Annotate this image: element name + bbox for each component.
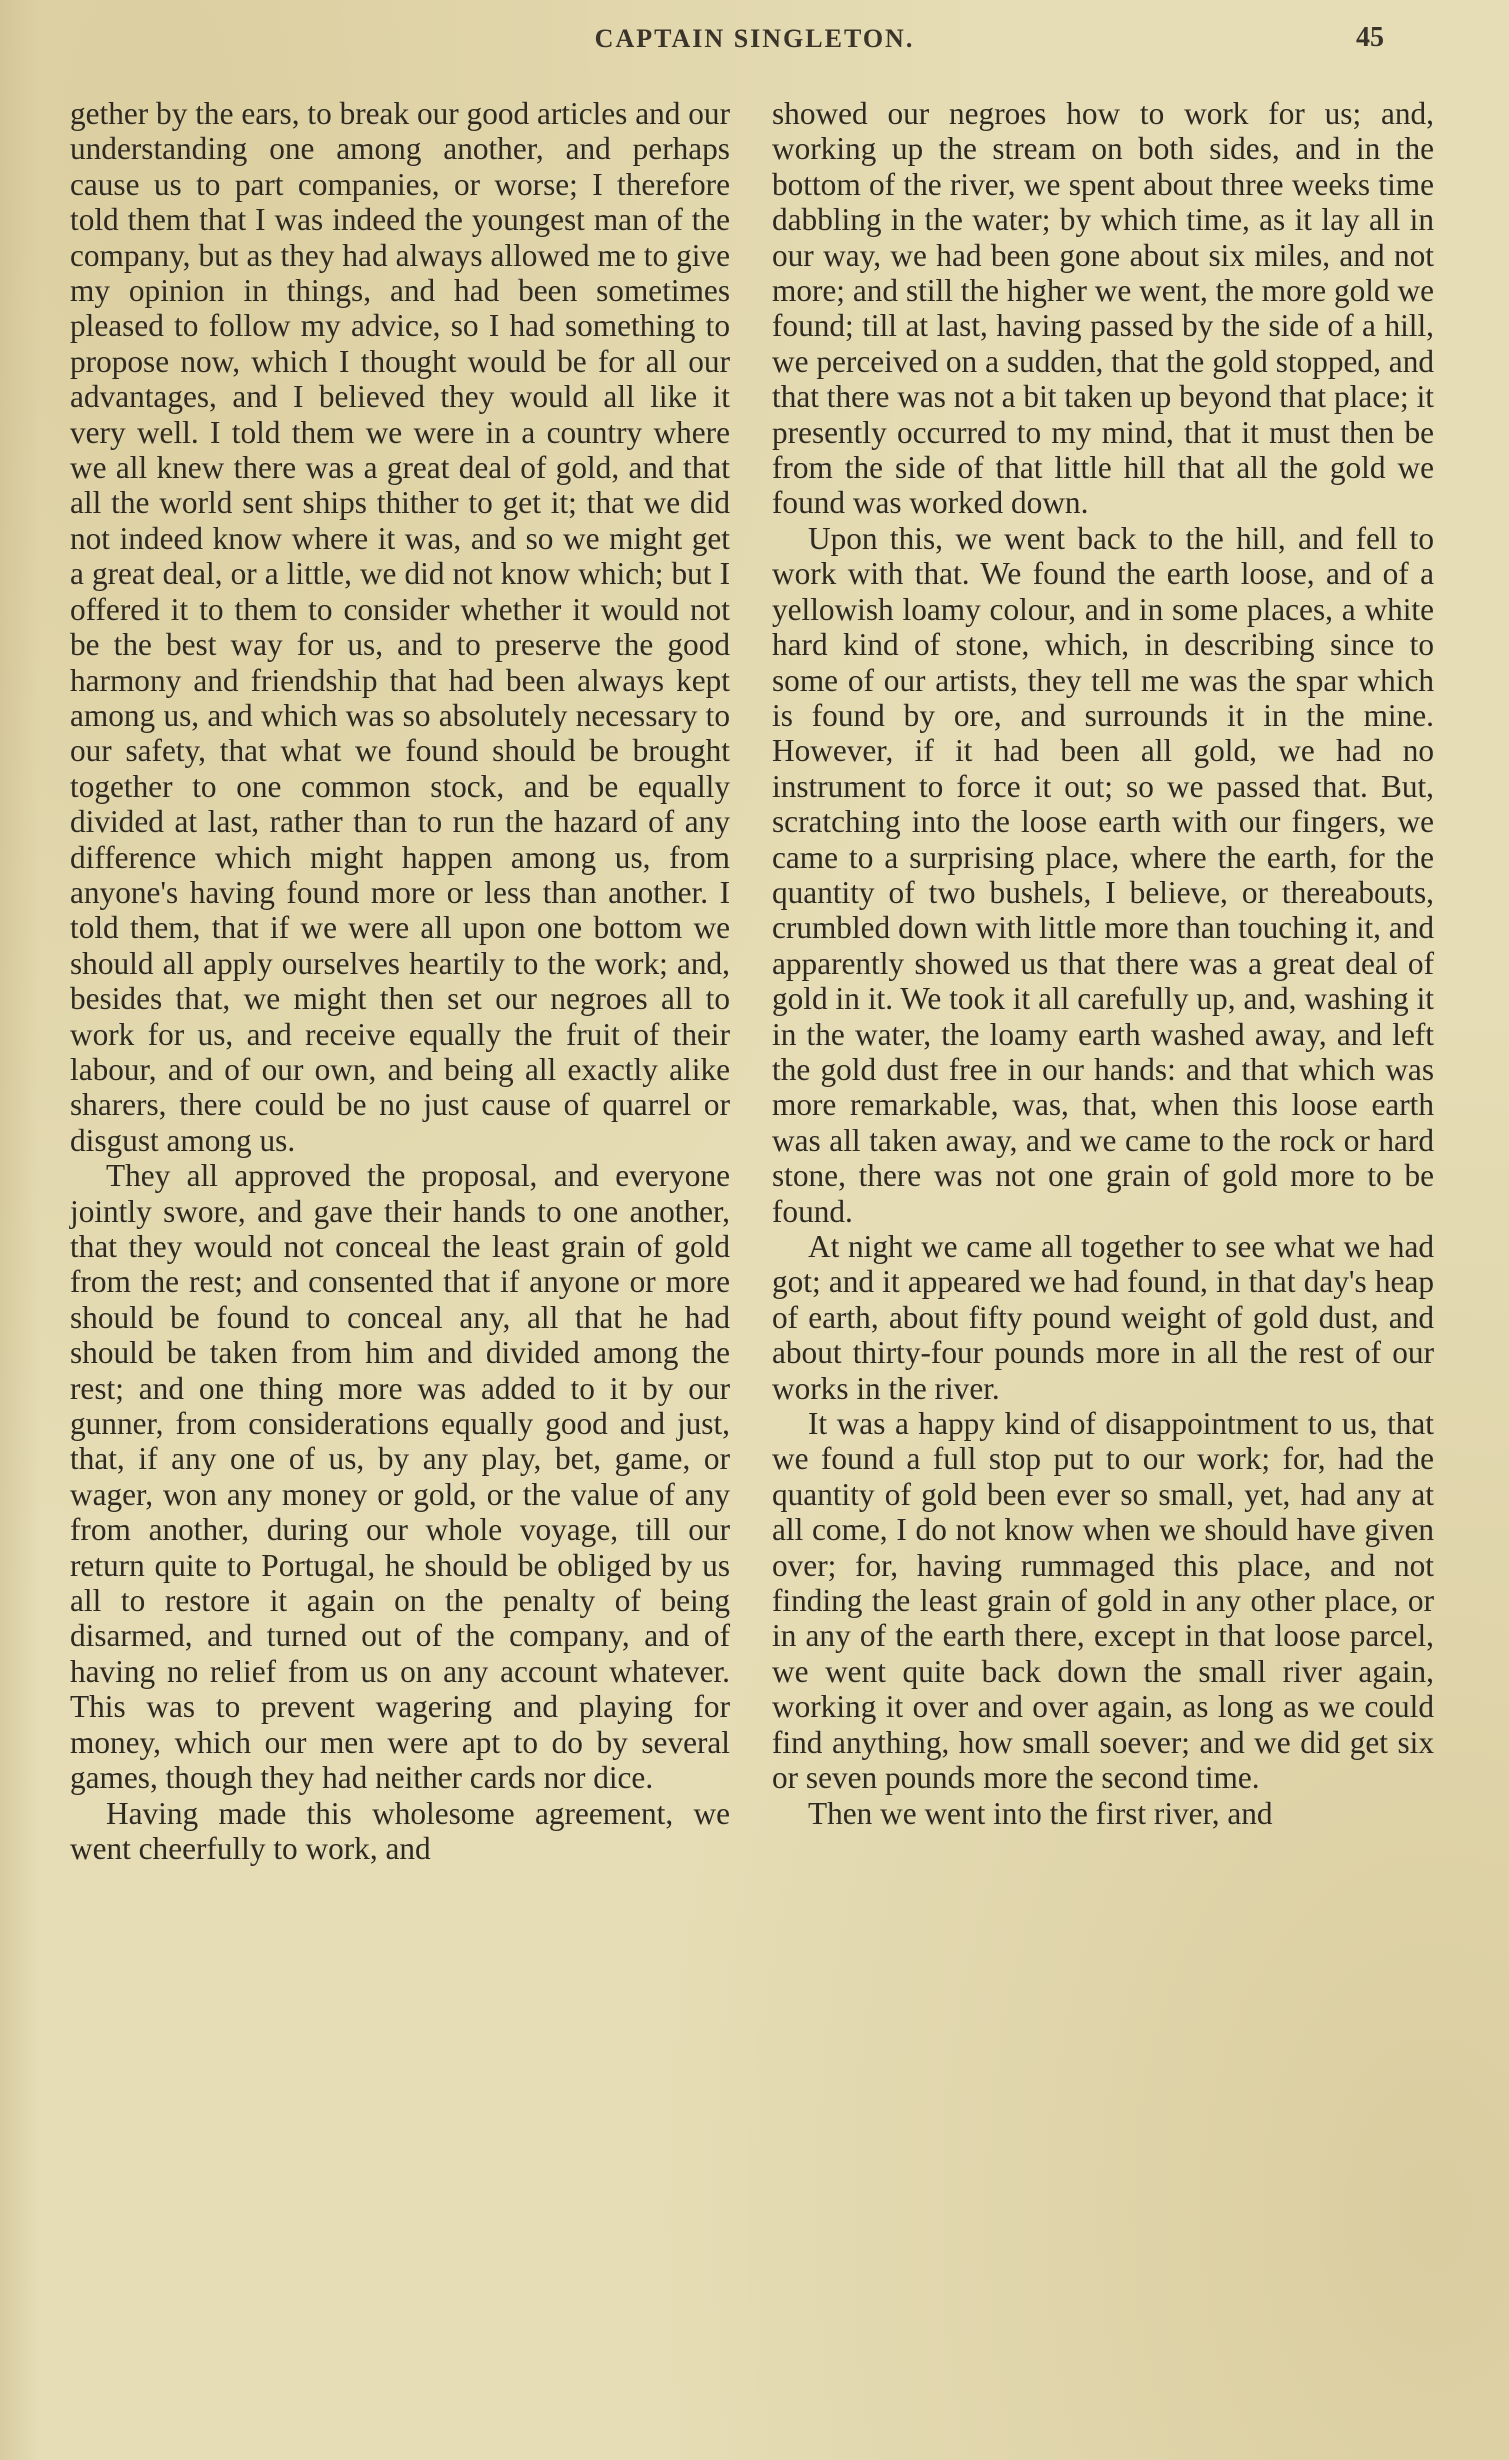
paragraph: It was a happy kind of disappointment to us, that we found a full stop put to our work; for, had the quantity of gold been ever so small, yet, had any at all come, I do not know when we should have given over; for, having rummaged this place, and not finding the least grain of gold in any other place, or in any of the earth there, except in that loose parcel, we went quite back down the small river again, working it over and over again, as long as we could find anything, how small soever; and we did get six or seven pounds more the second time. — [772, 1406, 1434, 1796]
paragraph: They all approved the proposal, and everyone jointly swore, and gave their hands to one another, that they would not conceal the least grain of gold from the rest; and consented that if anyone or more should be found to conceal any, all that he had should be taken from him and divided among the rest; and one thing more was added to it by our gunner, from considerations equally good and just, that, if any one of us, by any play, bet, game, or wager, won any money or gold, or the value of any from another, during our whole voyage, till our return quite to Portugal, he should be obliged by us all to restore it again on the penalty of being disarmed, and turned out of the company, and of having no relief from us on any account whatever. This was to prevent wagering and playing for money, which our men were apt to do by several games, though they had neither cards nor dice. — [70, 1158, 730, 1796]
right-column — [772, 96, 1434, 1831]
paragraph: Upon this, we went back to the hill, and fell to work with that. We found the earth loose, and of a yellowish loamy colour, and in some places, a white hard kind of stone, which, in describing since to some of our artists, they tell me was the spar which is found by ore, and surrounds it in the mine. However, if it had been all gold, we had no instrument to force it out; so we passed that. But, scratching into the loose earth with our fingers, we came to a surprising place, where the earth, for the quantity of two bushels, I believe, or thereabouts, crumbled down with little more than touching it, and apparently showed us that there was a great deal of gold in it. We took it all carefully up, and, washing it in the water, the loamy earth washed away, and left the gold dust free in our hands: and that which was more remarkable, was, that, when this loose earth was all taken away, and we came to the rock or hard stone, there was not one grain of gold more to be found. — [772, 520, 1434, 1229]
running-title: CAPTAIN SINGLETON. — [594, 24, 915, 53]
left-column — [70, 96, 730, 1866]
paragraph: Having made this wholesome agreement, we went cheerfully to work, and — [70, 1795, 730, 1866]
paragraph: Then we went into the first river, and — [808, 1795, 1273, 1831]
paragraph: At night we came all together to see what we had got; and it appeared we had found, in that day's heap of earth, about fifty pound weight of gold dust, and about thirty-four pounds more in all the rest of our works in the river. — [772, 1229, 1434, 1406]
paragraph: gether by the ears, to break our good articles and our understanding one among another, and perhaps cause us to part companies, or worse; I therefore told them that I was indeed the youngest man of the company, but as they had always allowed me to give my opinion in things, and had been sometimes pleased to follow my advice, so I had something to propose now, which I thought would be for all our advantages, and I believed they would all like it very well. I told them we were in a country where we all knew there was a great deal of gold, and that all the world sent ships thither to get it; that we did not indeed know where it was, and so we might get a great deal, or a little, we did not know which; but I offered it to them to consider whether it would not be the best way for us, and to preserve the good harmony and friendship that had been always kept among us, and which was so absolutely necessary to our safety, that what we found should be brought together to one common stock, and be equally divided at last, rather than to run the hazard of any difference which might happen among us, from anyone's having found more or less than another. I told them, that if we were all upon one bottom we should all apply ourselves heartily to the work; and, besides that, we might then set our negroes all to work for us, and receive equally the fruit of their labour, and of our own, and being all exactly alike sharers, there could be no just cause of quarrel or disgust among us. — [70, 96, 730, 1158]
paragraph: showed our negroes how to work for us; and, working up the stream on both sides, and in the bottom of the river, we spent about three weeks time dabbling in the water; by which time, as it lay all in our way, we had been gone about six miles, and not more; and still the higher we went, the more gold we found; till at last, having passed by the side of a hill, we perceived on a sudden, that the gold stopped, and that there was not a bit taken up beyond that place; it presently occurred to my mind, that it must then be from the side of that little hill that all the gold we found was worked down. — [772, 96, 1434, 521]
page-number: 45 — [1356, 22, 1384, 53]
